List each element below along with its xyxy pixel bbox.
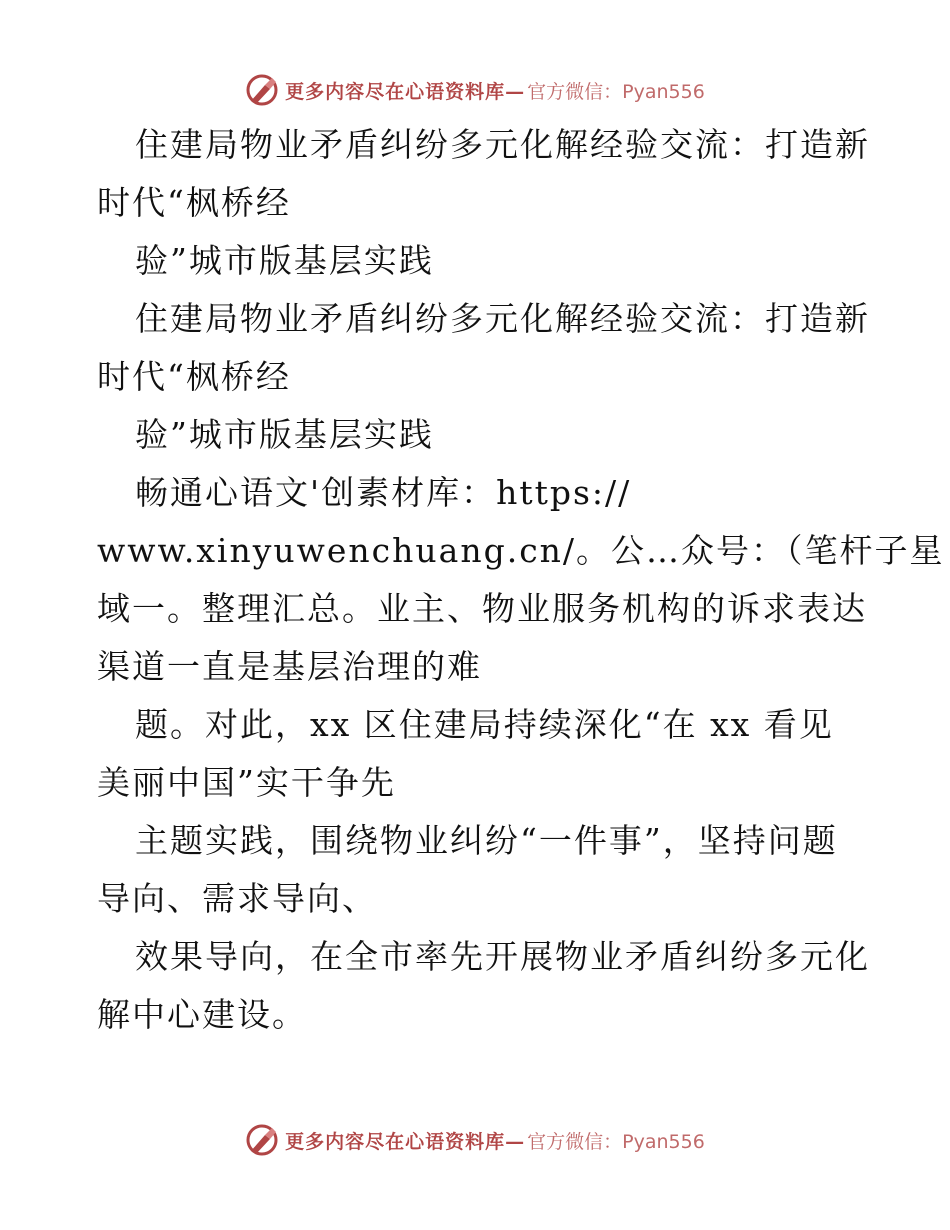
paragraph xyxy=(97,290,870,406)
paragraph xyxy=(97,232,857,290)
text-line: 效果导向，在全市率先开展物业矛盾纠纷多元化 xyxy=(135,937,870,976)
text-line: 畅通心语文'创素材库：https:// xyxy=(135,473,632,512)
text-line: 验”城市版基层实践 xyxy=(135,241,434,280)
text-line: 美丽中国”实干争先 xyxy=(97,763,396,802)
paragraph xyxy=(97,116,870,232)
header-watermark xyxy=(0,70,950,110)
text-line: 渠道一直是基层治理的难 xyxy=(97,647,482,686)
text-line: 题。对此，xx 区住建局持续深化“在 xx 看见 xyxy=(135,705,834,744)
text-line: 验”城市版基层实践 xyxy=(135,415,434,454)
document-body xyxy=(97,116,945,1044)
paragraph xyxy=(97,696,857,812)
text-line: 主题实践，围绕物业纠纷“一件事”，坚持问题 xyxy=(135,821,838,860)
paragraph xyxy=(97,406,857,464)
text-line: 导向、需求导向、 xyxy=(97,879,377,918)
watermark-text: 更多内容尽在心语资料库— xyxy=(285,80,526,103)
text-line: 时代“枫桥经 xyxy=(97,357,291,396)
pen-logo-icon xyxy=(245,73,279,107)
text-line: 住建局物业矛盾纠纷多元化解经验交流：打造新 xyxy=(135,299,870,338)
paragraph xyxy=(97,464,945,696)
text-line: www.xinyuwenchuang.cn/。公…众号：（笔杆子星 xyxy=(97,531,945,570)
text-line: 时代“枫桥经 xyxy=(97,183,291,222)
paragraph xyxy=(97,812,857,928)
watermark-text: 更多内容尽在心语资料库— xyxy=(285,1130,526,1153)
pen-logo-icon xyxy=(245,1123,279,1157)
text-line: 住建局物业矛盾纠纷多元化解经验交流：打造新 xyxy=(135,125,870,164)
watermark-wechat: 官方微信：Pyan556 xyxy=(527,1130,705,1153)
watermark-wechat: 官方微信：Pyan556 xyxy=(527,80,705,103)
footer-watermark xyxy=(0,1120,950,1160)
text-line: 域一。整理汇总。业主、物业服务机构的诉求表达 xyxy=(97,589,867,628)
paragraph xyxy=(97,928,870,1044)
text-line: 解中心建设。 xyxy=(97,995,307,1034)
